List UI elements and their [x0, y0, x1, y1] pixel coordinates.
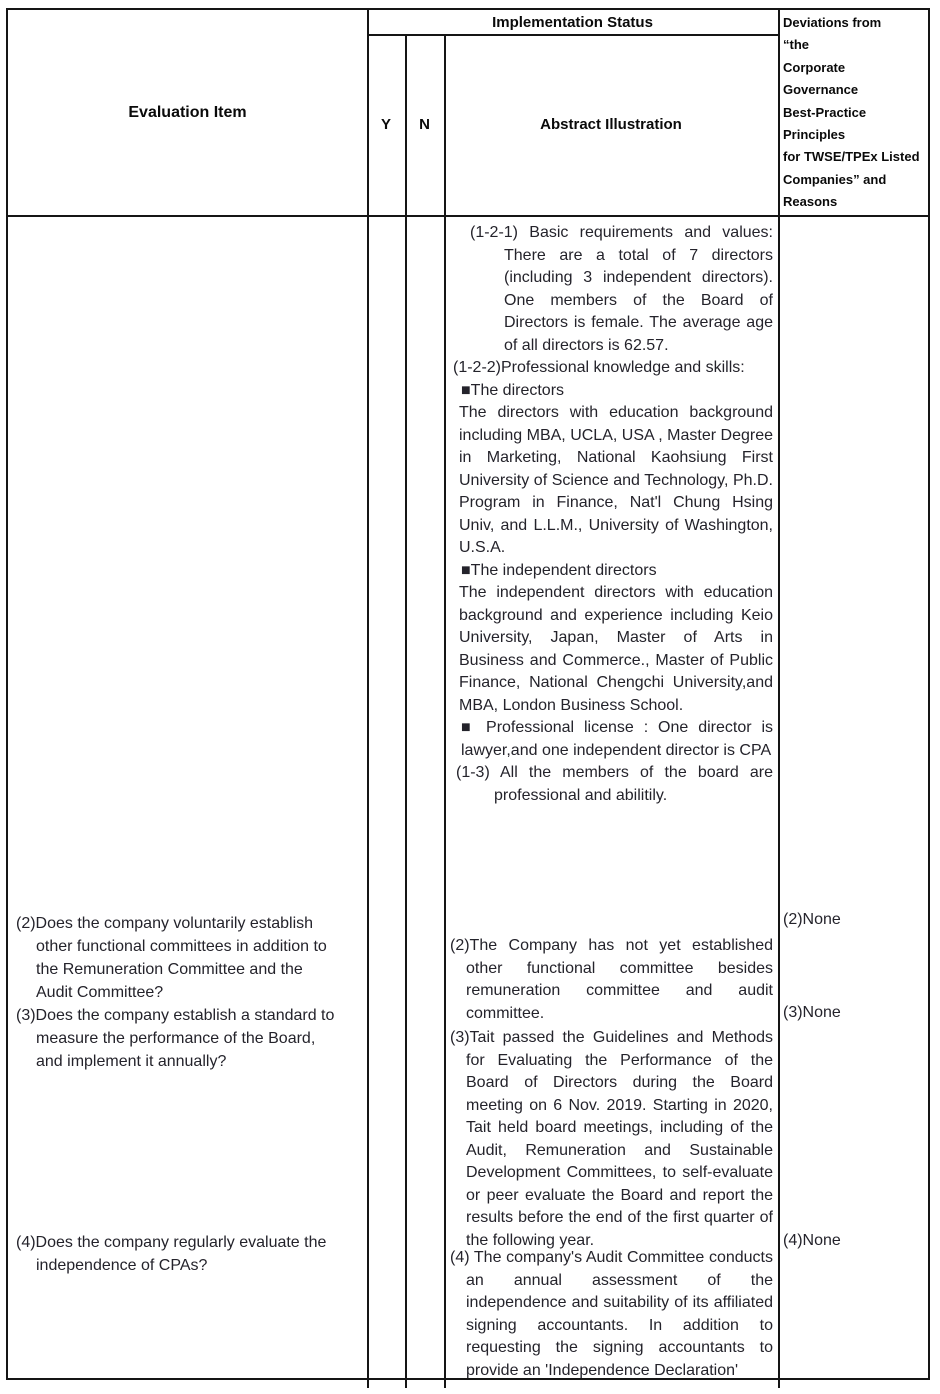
evaluation-questions-2-3 — [8, 912, 367, 1073]
abstract-illustration-header-label: Abstract Illustration — [540, 116, 682, 133]
no-cell — [405, 215, 444, 1378]
abstract-answer-4-text: (4) The company's Audit Committee conducts an annual assessment of the independence and suitability of its affiliated signing accountants. In addition to requesting the signing accountants to provide an 'Independence Declaration' — [450, 1249, 773, 1378]
abstract-illustration-header — [444, 34, 778, 215]
evaluation-item-cell — [8, 215, 367, 1378]
deviations-cell — [778, 215, 928, 1378]
evaluation-question-3: (3)Does the company establish a standard to measure the performance of the Board, and implement it annually? — [16, 1007, 335, 1070]
abstract-paragraph-1-2-2: (1-2-2)Professional knowledge and skills: — [453, 359, 745, 376]
abstract-answer-3-text: (3)Tait passed the Guidelines and Methods for Evaluating the Performance of the Board of Directors during the Board meeting on 6 Nov. 2019. Starting in 2020, Tait held board meetings, including of the Audit, Remuneration and Sustainable Development Committees, to self-evaluate or peer evaluate the Board and report the results before the end of the first quarter of the following year. — [450, 1029, 773, 1249]
evaluation-question-4-block — [8, 1231, 367, 1277]
abstract-answer-4 — [444, 1247, 778, 1378]
abstract-answer-3 — [444, 1027, 778, 1252]
abstract-answer-2 — [444, 935, 778, 1025]
abstract-directors-title: ■The directors — [461, 381, 565, 399]
abstract-professional-license: ■ Professional license : One director is lawyer,and one independent director is CPA — [461, 719, 773, 759]
yes-column-header — [367, 34, 405, 215]
evaluation-item-header-label: Evaluation Item — [128, 103, 247, 121]
abstract-independent-directors-body: The independent directors with education background and experience including Keio University, Japan, Master of Arts in Business and Commerce., Master of Public Finance, National Chengchi University,and MBA, London Business School. — [459, 584, 773, 714]
implementation-status-header — [367, 10, 778, 34]
deviation-3-none: (3)None — [783, 1004, 841, 1021]
deviation-4-none: (4)None — [783, 1232, 841, 1249]
deviation-2-none: (2)None — [783, 911, 841, 928]
abstract-paragraph-1-2-1: (1-2-1) Basic requirements and values: There are a total of 7 directors (including 3 independent directors). One members of the Board of Directors is female. The average age of all directors is 62.57. — [470, 224, 773, 354]
abstract-independent-directors-title: ■The independent directors — [461, 561, 657, 579]
abstract-directors-body: The directors with education background including MBA, UCLA, USA , Master Degree in Marketing, National Kaohsiung First University of Science and Technology, Ph.D. Program in Finance, Nat'l Chung Hsing Univ, and L.L.M., University of Washington, U.S.A. — [459, 404, 773, 556]
abstract-paragraph-1-3: (1-3) All the members of the board are professional and abilitily. — [456, 764, 773, 804]
evaluation-question-4: (4)Does the company regularly evaluate the independence of CPAs? — [16, 1234, 327, 1274]
abstract-answer-2-text: (2)The Company has not yet established other functional committee besides remuneration committee and audit committee. — [450, 937, 773, 1022]
yes-column-header-label: Y — [380, 116, 391, 133]
yes-cell — [367, 215, 405, 1378]
evaluation-item-header — [8, 10, 367, 215]
deviations-header: Deviations from “the Corporate Governance Best-Practice Principles for TWSE/TPEx Listed Companies” and Reasons — [783, 15, 920, 210]
no-column-header — [405, 34, 444, 215]
no-column-header-label: N — [419, 116, 430, 133]
abstract-illustration-cell — [444, 215, 778, 1378]
governance-evaluation-table — [6, 8, 930, 1380]
abstract-section-1 — [444, 222, 778, 807]
implementation-status-header-label: Implementation Status — [492, 13, 653, 31]
evaluation-question-2: (2)Does the company voluntarily establish other functional committees in addition to the Remuneration Committee and the Audit Committee? — [16, 915, 327, 1001]
